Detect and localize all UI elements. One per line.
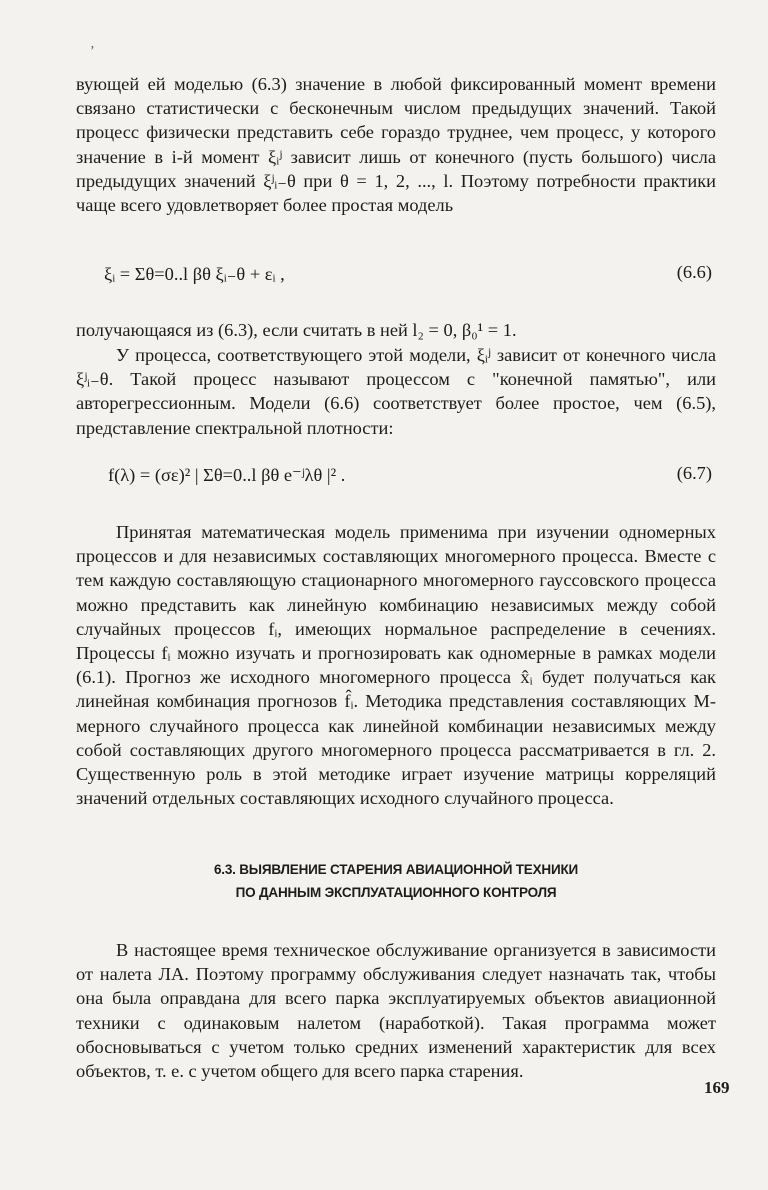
paragraph-model-application: Принятая математическая модель применима при изучении одномерных процессов и для независимых составляющих многомерного процесса. Вместе с тем каждую составляющую стационарного многомерного гауссовского процесса можно представить как линейную комбинацию независимых между собой случайных процессов fᵢ, имеющих нормальное распределение в сечениях. Процессы fᵢ можно изучать и прогнозировать как одномерные в рамках модели (6.1). Прогноз же исходного многомерного процесса x̂ᵢ будет получаться как линейная комбинация прогнозов f̂ᵢ. Методика представления составляющих M-мерного случайного процесса как линейной комбинации независимых между собой составляющих другого многомерного процесса рассматривается в гл. 2. Существенную роль в этой методике играет изучение матрицы корреляций значений отдельных составляющих исходного случайного процесса.	[76, 522, 716, 809]
equation-number-6-7: (6.7)	[676, 463, 712, 483]
paragraph-continuation: вующей ей моделью (6.3) значение в любой фиксированный момент времени связано статистически с бесконечным числом предыдущих значений. Такой процесс физически представить себе гораздо труднее, чем процесс, у которого значение в i-й момент ξᵢʲ зависит лишь от конечного (пусть большого) числа предыдущих значений ξʲᵢ₋θ при θ = 1, 2, ..., l. Поэтому потребности практики чаще всего удовлетворяет более простая модель	[76, 74, 716, 216]
page-number: 169	[704, 1078, 730, 1097]
formula-6-6-text: ξᵢ = Σθ=0..l βθ ξᵢ₋θ + εᵢ ,	[104, 264, 285, 284]
section-heading-line-2: ПО ДАННЫМ ЭКСПЛУАТАЦИОННОГО КОНТРОЛЯ	[235, 885, 557, 900]
scan-mark: ’	[90, 44, 95, 59]
formula-6-7	[108, 463, 345, 487]
equation-number-6-6: (6.6)	[676, 262, 712, 282]
paragraph-maintenance: В настоящее время техническое обслуживание организуется в зависимости от налета ЛА. Поэтому программу обслуживания следует назначать так, чтобы она была оправдана для всего парка эксплуатируемых объектов авиационной техники с одинаковым налетом (наработкой). Такая программа может обосновываться с учетом только средних изменений характеристик для всех объектов, т. е. с учетом общего для всего парка старения.	[76, 940, 716, 1082]
formula-6-7-text: f(λ) = (σε)² | Σθ=0..l βθ e⁻ʲλθ |² .	[108, 465, 346, 485]
paragraph-derived: получающаяся из (6.3), если считать в ней l₂ = 0, β₀¹ = 1.	[76, 320, 517, 340]
paragraph-autoregressive: У процесса, соответствующего этой модели, ξᵢʲ зависит от конечного числа ξʲᵢ₋θ. Такой процесс называют процессом с "конечной памятью", или авторегрессионным. Модели (6.6) соответствует более простое, чем (6.5), представление спектральной плотности:	[76, 345, 716, 438]
formula-6-6	[104, 262, 285, 286]
section-heading	[76, 858, 716, 904]
section-heading-line-1: 6.3. ВЫЯВЛЕНИЕ СТАРЕНИЯ АВИАЦИОННОЙ ТЕХНИКИ	[213, 862, 579, 877]
